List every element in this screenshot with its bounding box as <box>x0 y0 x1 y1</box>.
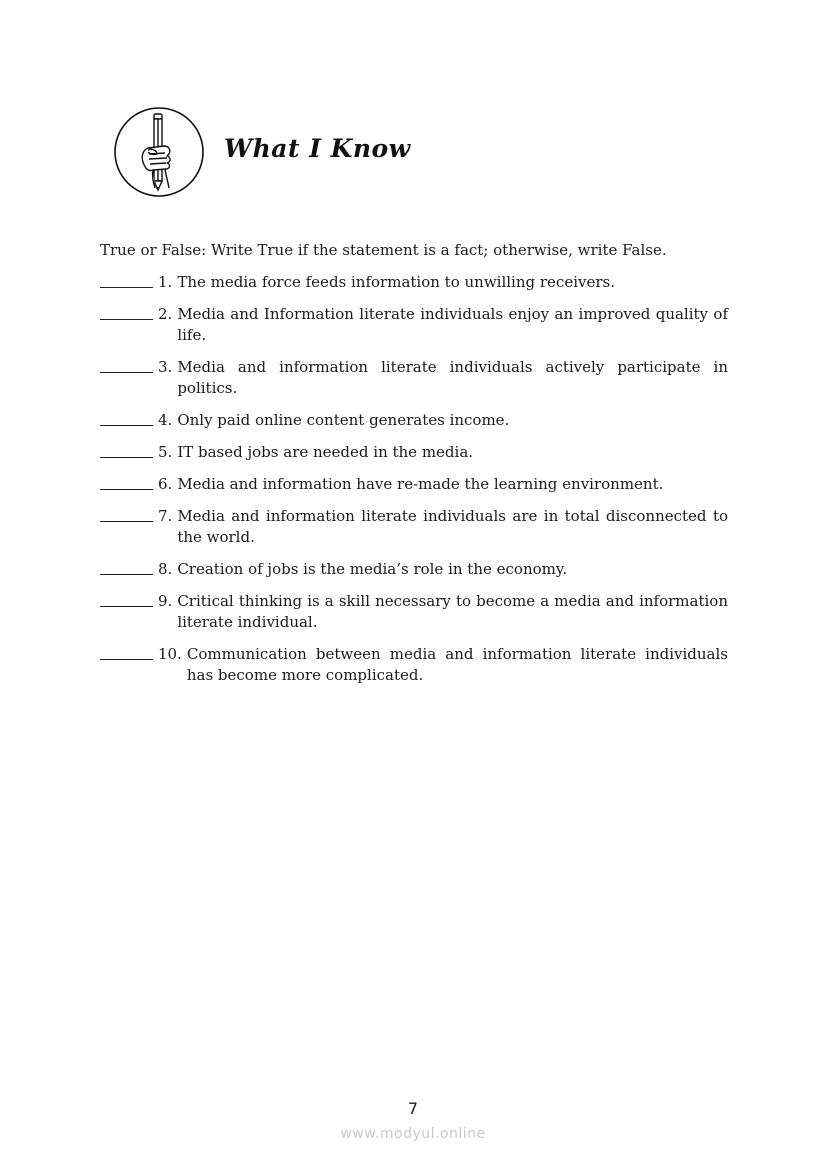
item-number: 3. <box>158 358 173 376</box>
item-statement: IT based jobs are needed in the media. <box>177 443 474 461</box>
item-number: 2. <box>158 305 173 323</box>
item-statement: Media and information have re-made the learning environment. <box>177 475 664 493</box>
section-title: What I Know <box>224 134 411 163</box>
instruction-text: True or False: Write True if the statement is a fact; otherwise, write False. <box>100 241 667 259</box>
list-item <box>100 272 728 293</box>
item-statement: Creation of jobs is the media’s role in the economy. <box>177 560 568 578</box>
answer-blank[interactable] <box>100 644 153 660</box>
answer-blank[interactable] <box>100 559 153 575</box>
item-number: 5. <box>158 443 173 461</box>
item-statement: Critical thinking is a skill necessary to become a media and information literate individual. <box>177 592 728 631</box>
item-number: 7. <box>158 507 173 525</box>
item-statement: Media and information literate individuals are in total disconnected to the world. <box>177 507 728 546</box>
list-item <box>100 506 728 548</box>
list-item <box>100 591 728 633</box>
item-statement: Communication between media and information literate individuals has become more complicated. <box>186 645 728 684</box>
answer-blank[interactable] <box>100 591 153 607</box>
list-item <box>100 304 728 346</box>
item-number: 1. <box>158 273 173 291</box>
question-list <box>100 272 728 697</box>
item-statement: Only paid online content generates income. <box>177 411 510 429</box>
item-number: 9. <box>158 592 173 610</box>
item-statement: Media and information literate individuals actively participate in politics. <box>177 358 728 397</box>
list-item <box>100 442 728 463</box>
item-number: 10. <box>158 645 182 663</box>
list-item <box>100 410 728 431</box>
answer-blank[interactable] <box>100 506 153 522</box>
page-number: 7 <box>407 1099 419 1118</box>
answer-blank[interactable] <box>100 304 153 320</box>
item-statement: The media force feeds information to unwilling receivers. <box>177 273 615 291</box>
item-statement: Media and Information literate individuals enjoy an improved quality of life. <box>177 305 728 344</box>
hand-holding-pencil-icon <box>113 106 205 198</box>
item-number: 6. <box>158 475 173 493</box>
list-item <box>100 474 728 495</box>
answer-blank[interactable] <box>100 442 153 458</box>
watermark: www.modyul.online <box>340 1126 486 1142</box>
answer-blank[interactable] <box>100 474 153 490</box>
list-item <box>100 644 728 686</box>
item-number: 4. <box>158 411 173 429</box>
list-item <box>100 357 728 399</box>
item-number: 8. <box>158 560 173 578</box>
list-item <box>100 559 728 580</box>
answer-blank[interactable] <box>100 410 153 426</box>
answer-blank[interactable] <box>100 272 153 288</box>
answer-blank[interactable] <box>100 357 153 373</box>
